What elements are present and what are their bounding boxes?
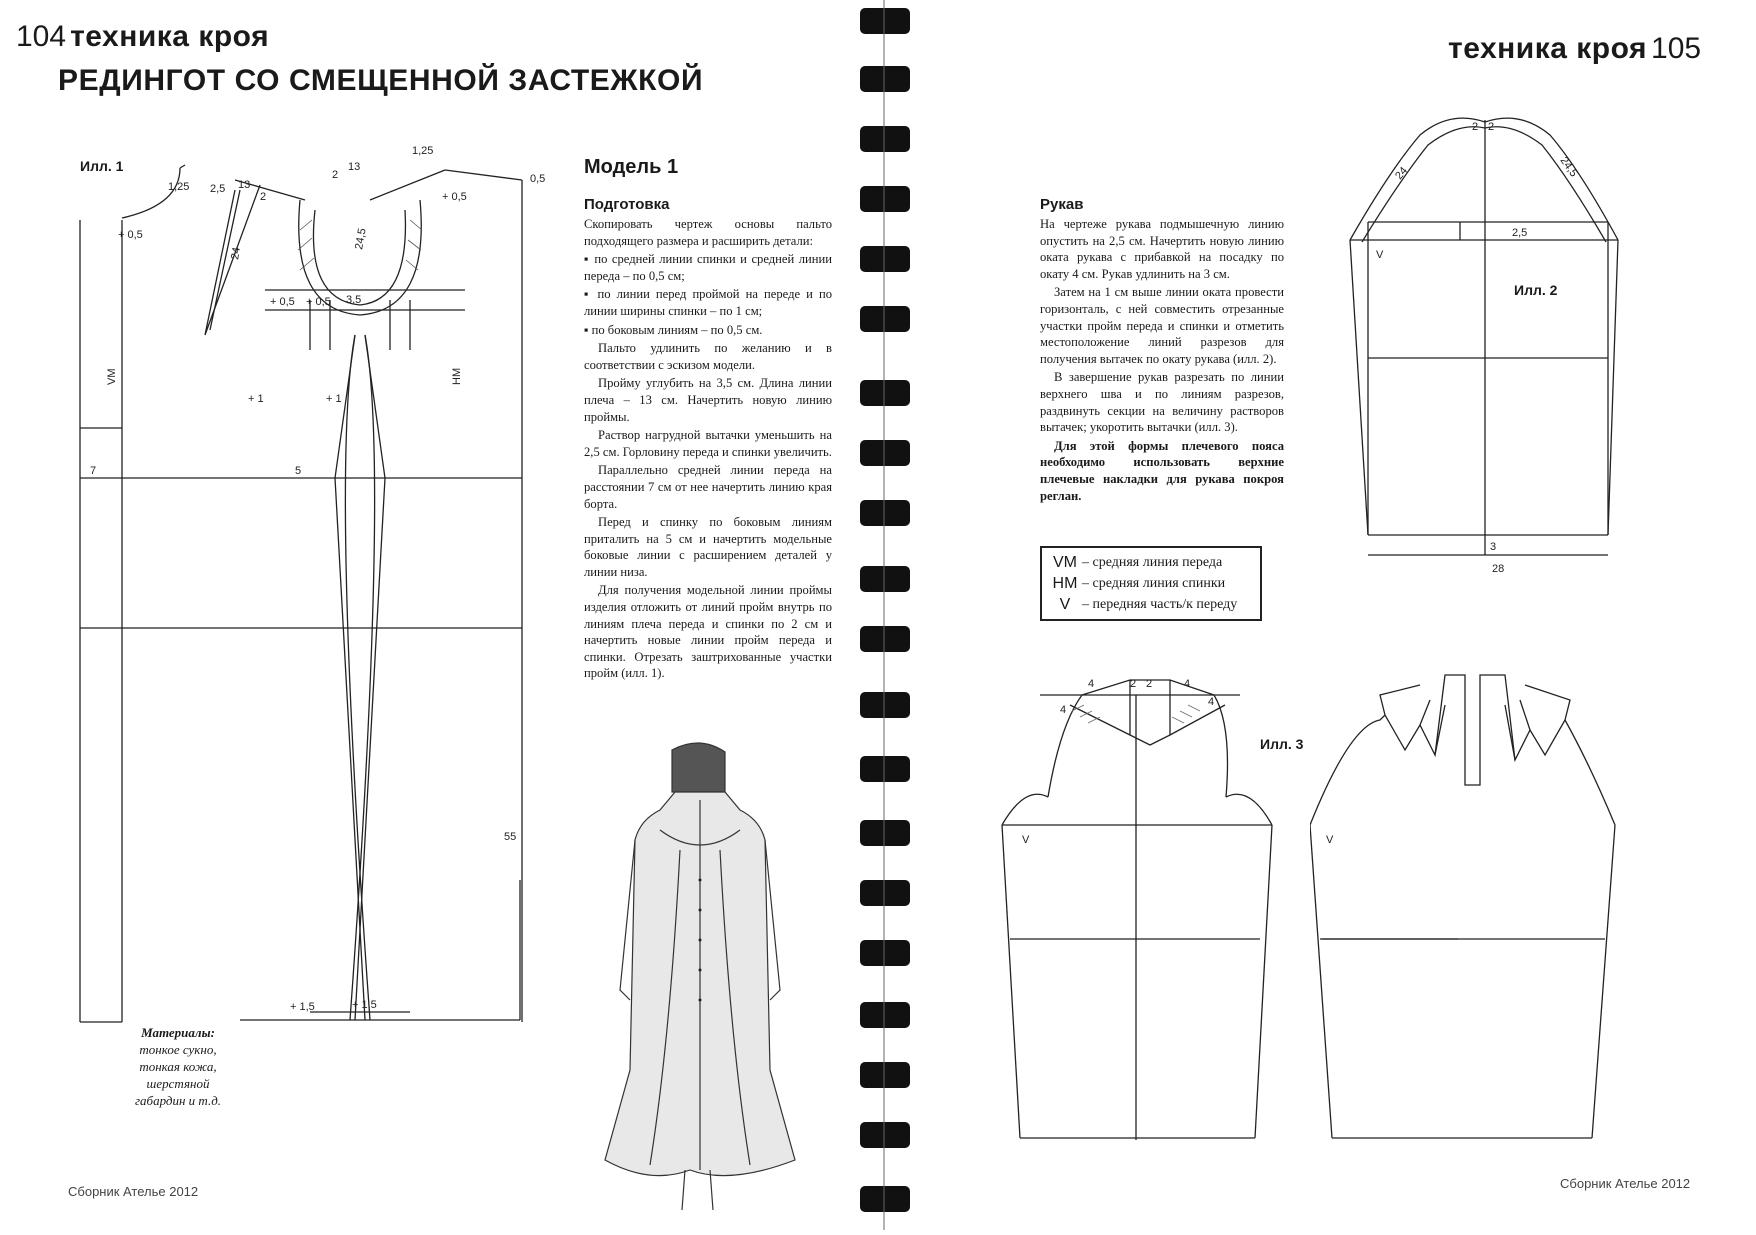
dim-24: 24 [229,246,244,261]
dim-4-a: 4 [1088,678,1095,690]
dim-55: 55 [504,831,517,843]
dim-1-25-b: 1,25 [412,145,434,157]
sleeve-note: Для этой формы плечевого пояса необходимо использовать верхние плечевые накладки для рукава покроя реглан. [1040,438,1284,503]
dim-5: 5 [295,465,302,477]
pattern-drawing-ill-1 [60,140,560,1040]
prep-bullet: ▪ по средней линии спинки и средней линии переда – по 0,5 см; [584,252,832,283]
v-marker: V [1376,249,1384,261]
dim-plus-1-5-left: + 1,5 [290,1001,315,1013]
dim-1-25-a: 1,25 [168,181,190,193]
sleeve-text [1040,216,1284,506]
dim-3: 3 [1490,541,1497,553]
model-heading: Модель 1 [584,156,679,178]
left-page-header [16,20,269,54]
dim-2-b: 2 [1488,121,1495,133]
materials-line: шерстяной [146,1076,210,1091]
dim-plus-1-right: + 1 [326,393,342,405]
sleeve-paragraph: Затем на 1 см выше линии оката провести горизонталь, с ней совместить отрезанные участки пройм переда и спинки и отметить местоположение линий разрезов для получения вытачек по окату рукава (илл. 2). [1040,285,1284,366]
legend-box [1040,546,1262,621]
legend-code: HM [1052,574,1078,592]
sleeve-paragraph: На чертеже рукава подмышечную линию опустить на 2,5 см. Начертить новую линию оката рукава с прибавкой на посадку по окату 4 см. Рукав удлинить на 3 см. [1040,217,1284,281]
page-title: РЕДИНГОТ СО СМЕЩЕННОЙ ЗАСТЕЖКОЙ [58,64,704,97]
prep-bullet: ▪ по линии перед проймой на переде и по линии ширины спинки – по 1 см; [584,287,832,318]
prep-paragraph: Перед и спинку по боковым линиям приталить на 5 см и начертить модельные боковые линии с расширением деталей у линии низа. [584,515,832,579]
materials-line: тонкое сукно, [139,1042,217,1057]
prep-paragraph: Пройму углубить на 3,5 см. Длина линии плеча – 13 см. Начертить новую линию проймы. [584,376,832,424]
prep-bullet: ▪ по боковым линиям – по 0,5 см. [584,322,763,337]
dim-24: 24 [1393,164,1411,182]
dim-28: 28 [1492,563,1505,575]
hm-label: HM [451,367,463,385]
prep-text [584,216,832,684]
dim-2-a: 2 [1130,678,1137,690]
vm-label: VM [106,368,118,385]
figure-2-label: Илл. 2 [1514,282,1558,298]
dim-24-5: 24,5 [1557,154,1580,180]
footer-right: Сборник Ателье 2012 [1560,1176,1691,1191]
dim-2-a: 2 [260,191,267,203]
figure-1-label: Илл. 1 [80,158,124,174]
dim-2-a: 2 [1472,121,1479,133]
coat-sketch-image [590,740,810,1210]
page-number-left: 104 [16,20,67,53]
prep-paragraph: Для получения модельной линии проймы изделия отложить от линий пройм внутрь по линиям плеча переда и спинки по 2 см и начертить новые линии пройм переда и спинки. Отрезать заштрихованные участки пройм (илл. 1). [584,583,832,681]
sleeve-heading: Рукав [1040,196,1084,213]
v-marker: V [1326,834,1334,846]
dim-0-5-top: 0,5 [530,173,546,185]
spiral-binding [848,0,920,1230]
legend-desc: – средняя линия спинки [1082,575,1226,591]
prep-paragraph: Параллельно средней линии переда на расстоянии 7 см от нее начертить линию края борта. [584,463,832,511]
legend-code: V [1059,595,1071,613]
dim-plus-0-5-c2: + 0,5 [306,296,331,308]
prep-heading: Подготовка [584,196,670,213]
materials-title: Материалы: [141,1025,215,1040]
legend-row [1048,573,1254,594]
sleeve-drawing-ill-2 [1340,110,1640,580]
dim-4-c: 4 [1184,678,1191,690]
running-head-right: техника кроя [1448,32,1648,65]
dim-plus-0-5-right: + 0,5 [442,191,467,203]
figure-3-label: Илл. 3 [1260,736,1304,752]
prep-paragraph: Раствор нагрудной вытачки уменьшить на 2,5 см. Горловину переда и спинки увеличить. [584,428,832,459]
prep-paragraph: Скопировать чертеж основы пальто подходящего размера и расширить детали: [584,217,832,248]
dim-plus-0-5-c1: + 0,5 [270,296,295,308]
running-head-left: техника кроя [70,20,270,53]
footer-left: Сборник Ателье 2012 [68,1184,199,1199]
dim-2-5: 2,5 [210,183,226,195]
materials-line: тонкая кожа, [139,1059,217,1074]
legend-desc: – передняя часть/к переду [1082,596,1238,612]
sleeve-drawing-ill-3-right [1310,665,1630,1145]
v-marker: V [1022,834,1030,846]
legend-desc: – средняя линия переда [1082,554,1223,570]
dim-13-a: 13 [238,179,251,191]
right-page-header [1448,32,1701,66]
dim-2-b: 2 [1146,678,1153,690]
page-number-right: 105 [1651,32,1702,65]
legend-row [1048,552,1254,573]
dim-2-b: 2 [332,169,339,181]
dim-4-b: 4 [1060,704,1067,716]
dim-24-5: 24,5 [353,227,369,251]
dim-plus-0-5-left: + 0,5 [118,229,143,241]
dim-plus-1-5-right: + 1,5 [352,999,377,1011]
dim-2-5: 2,5 [1512,227,1528,239]
prep-paragraph: Пальто удлинить по желанию и в соответствии с эскизом модели. [584,341,832,372]
legend-code: VM [1053,553,1077,571]
dim-7: 7 [90,465,97,477]
legend-row [1048,594,1254,615]
dim-3-5: 3,5 [346,294,362,306]
sleeve-drawing-ill-3-left [1000,665,1280,1145]
dim-plus-1-left: + 1 [248,393,264,405]
dim-4-d: 4 [1208,696,1215,708]
sleeve-paragraph: В завершение рукав разрезать по линии верхнего шва и по линиям разрезов, раздвинуть секции на величину растворов вытачек; укоротить вытачки (илл. 3). [1040,370,1284,435]
dim-13-b: 13 [348,161,361,173]
materials-line: габардин и т.д. [134,1093,222,1108]
materials-note [118,1024,238,1109]
